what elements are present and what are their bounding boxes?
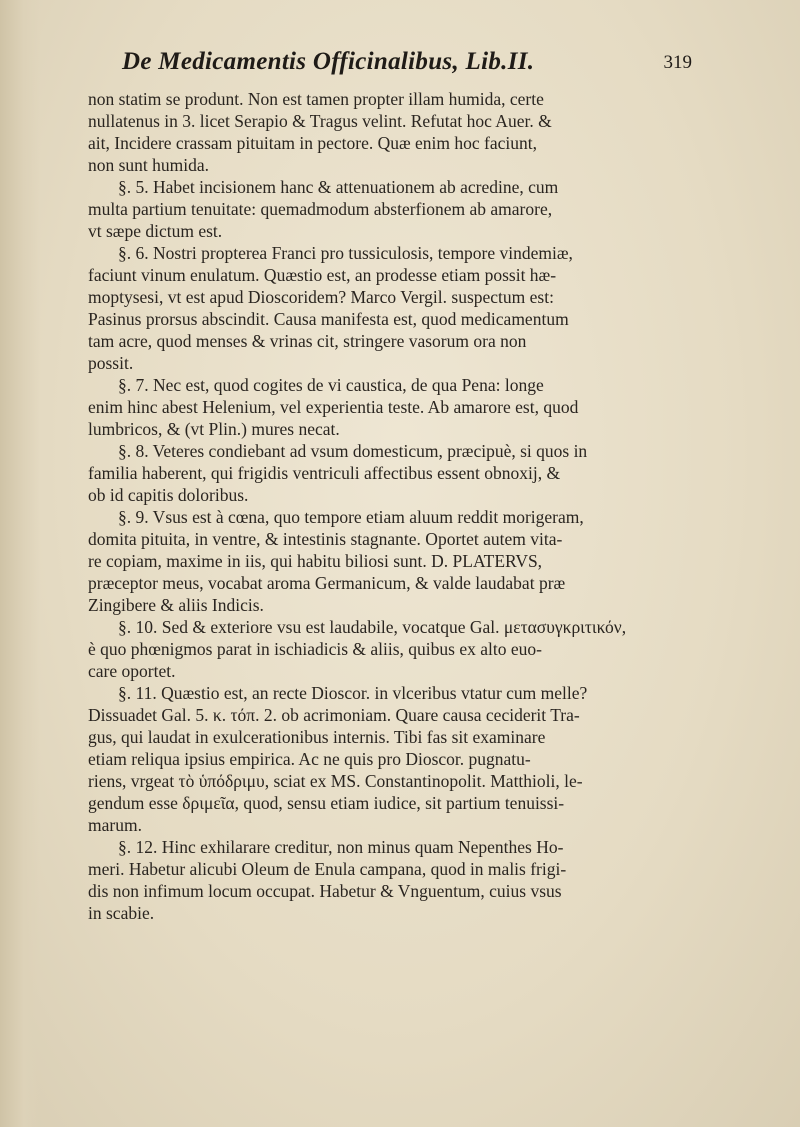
text-line: §. 5. Habet incisionem hanc & attenuationem ab acredine, cum — [118, 177, 559, 197]
text-line: vt sæpe dictum est. — [88, 221, 223, 241]
text-line: marum. — [88, 815, 142, 835]
text-line: Pasinus prorsus abscindit. Causa manifesta est, quod medicamentum — [88, 309, 569, 329]
text-line: etiam reliqua ipsius empirica. Ac ne quis pro Dioscor. pugnatu- — [88, 749, 531, 769]
text-line: §. 12. Hinc exhilarare creditur, non minus quam Nepenthes Ho- — [118, 837, 564, 857]
text-line: ait, Incidere crassam pituitam in pectore. Quæ enim hoc faciunt, — [88, 133, 538, 153]
text-line: §. 6. Nostri propterea Franci pro tussiculosis, tempore vindemiæ, — [118, 243, 573, 263]
text-line: Dissuadet Gal. 5. κ. τόπ. 2. ob acrimoniam. Quare causa ceciderit Tra- — [88, 705, 580, 725]
text-line: faciunt vinum enulatum. Quæstio est, an prodesse etiam possit hæ- — [88, 265, 557, 285]
page-header — [112, 48, 692, 88]
body-text — [88, 88, 710, 924]
text-line: Zingibere & aliis Indicis. — [88, 595, 264, 615]
text-line: possit. — [88, 353, 134, 373]
running-title: De Medicamentis Officinalibus, Lib.II. — [122, 48, 535, 75]
text-line: §. 8. Veteres condiebant ad vsum domesticum, præcipuè, si quos in — [118, 441, 588, 461]
text-line: §. 10. Sed & exteriore vsu est laudabile, vocatque Gal. μετασυγκριτικόν, — [118, 617, 627, 637]
text-line: moptysesi, vt est apud Dioscoridem? Marco Vergil. suspectum est: — [88, 287, 554, 307]
text-line: dis non infimum locum occupat. Habetur & Vnguentum, cuius vsus — [88, 881, 562, 901]
text-line: §. 9. Vsus est à cœna, quo tempore etiam aluum reddit morigeram, — [118, 507, 584, 527]
text-line: §. 11. Quæstio est, an recte Dioscor. in vlceribus vtatur cum melle? — [118, 683, 588, 703]
text-line: non statim se produnt. Non est tamen propter illam humida, certe — [88, 89, 544, 109]
text-line: riens, vrgeat τὸ ὑπόδριμυ, sciat ex MS. Constantinopolit. Matthioli, le- — [88, 771, 583, 791]
text-line: tam acre, quod menses & vrinas cit, stringere vasorum ora non — [88, 331, 527, 351]
text-line: meri. Habetur alicubi Oleum de Enula campana, quod in malis frigi- — [88, 859, 567, 879]
text-line: §. 7. Nec est, quod cogites de vi caustica, de qua Pena: longe — [118, 375, 544, 395]
text-line: non sunt humida. — [88, 155, 210, 175]
text-line: nullatenus in 3. licet Serapio & Tragus velint. Refutat hoc Auer. & — [88, 111, 552, 131]
text-line: ob id capitis doloribus. — [88, 485, 249, 505]
text-line: gendum esse δριμεῖα, quod, sensu etiam iudice, sit partium tenuissi- — [88, 793, 565, 813]
text-line: è quo phœnigmos parat in ischiadicis & aliis, quibus ex alto euo- — [88, 639, 542, 659]
text-line: familia haberent, qui frigidis ventriculi affectibus essent obnoxij, & — [88, 463, 561, 483]
text-line: domita pituita, in ventre, & intestinis stagnante. Oportet autem vita- — [88, 529, 563, 549]
page-gutter-shadow — [0, 0, 40, 1127]
text-line: care oportet. — [88, 661, 176, 681]
text-line: in scabie. — [88, 903, 155, 923]
text-line: multa partium tenuitate: quemadmodum absterfionem ab amarore, — [88, 199, 553, 219]
text-line: enim hinc abest Helenium, vel experientia teste. Ab amarore est, quod — [88, 397, 579, 417]
page-number: 319 — [663, 52, 692, 73]
text-line: lumbricos, & (vt Plin.) mures necat. — [88, 419, 340, 439]
text-line: præceptor meus, vocabat aroma Germanicum, & valde laudabat præ — [88, 573, 566, 593]
text-line: re copiam, maxime in iis, qui habitu biliosi sunt. D. PLATERVS, — [88, 551, 543, 571]
text-line: gus, qui laudat in exulcerationibus internis. Tibi fas sit examinare — [88, 727, 546, 747]
